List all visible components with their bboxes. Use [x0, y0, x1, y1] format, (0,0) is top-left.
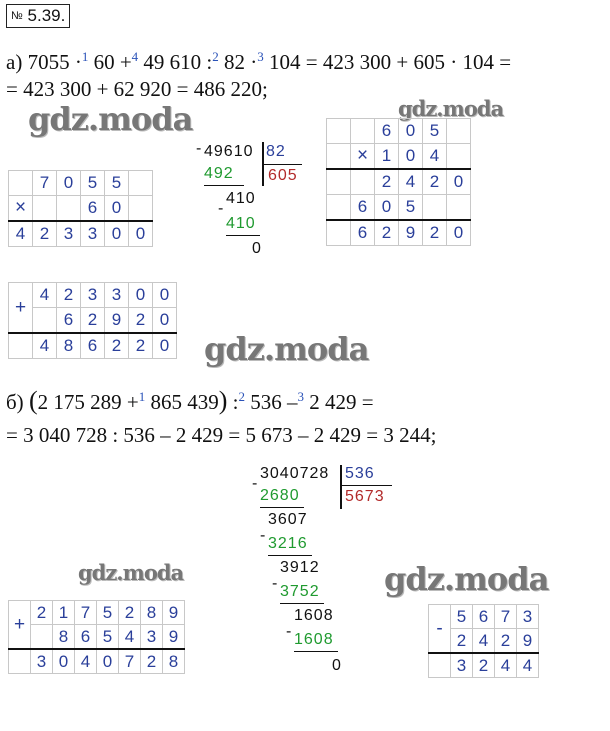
- grid-cell: 6: [81, 333, 105, 359]
- multiply-operator: ·: [74, 50, 82, 74]
- grid-cell: 3: [141, 625, 163, 650]
- grid-cell: 5: [423, 119, 447, 144]
- multiply-sign: ×: [9, 196, 33, 222]
- remainder: 3607: [268, 511, 308, 528]
- grid-cell: 6: [75, 625, 97, 650]
- grid-cell: 0: [105, 221, 129, 247]
- operation-order-2: 2: [212, 49, 219, 64]
- divisor: 82: [266, 143, 286, 160]
- grid-cell: 4: [423, 144, 447, 170]
- grid-cell: [351, 169, 375, 195]
- grid-cell: 7: [33, 171, 57, 196]
- remainder: 1608: [294, 607, 334, 624]
- grid-cell: 2: [119, 601, 141, 625]
- grid-cell: 2: [473, 653, 495, 678]
- watermark: gdz.moda: [78, 560, 184, 585]
- part-a-result-line: = 423 300 + 62 920 = 486 220;: [6, 77, 268, 101]
- grid-cell: 5: [81, 171, 105, 196]
- grid-cell: 6: [351, 220, 375, 246]
- grid-cell: 9: [105, 308, 129, 334]
- multiply-sign: ×: [351, 144, 375, 170]
- grid-cell: 2: [451, 629, 473, 654]
- grid-cell: [9, 171, 33, 196]
- part-b-result-line: = 3 040 728 : 536 – 2 429 = 5 673 – 2 429 = 3 244;: [6, 423, 437, 447]
- grid-cell: 6: [375, 119, 399, 144]
- grid-cell: 0: [97, 649, 119, 674]
- grid-cell: 8: [57, 333, 81, 359]
- grid-cell: 8: [53, 625, 75, 650]
- watermark: gdz.moda: [28, 100, 193, 138]
- grid-cell: 2: [105, 333, 129, 359]
- grid-cell: 9: [517, 629, 539, 654]
- dividend: 3040728: [260, 465, 330, 482]
- grid-cell: 3: [81, 283, 105, 308]
- plus-sign: +: [9, 601, 31, 650]
- grid-cell: 5: [97, 625, 119, 650]
- grid-cell: [9, 649, 31, 674]
- grid-cell: 5: [105, 171, 129, 196]
- operation-order-2: 2: [238, 389, 245, 404]
- quotient: 605: [268, 167, 298, 184]
- grid-cell: [31, 625, 53, 650]
- grid-cell: 4: [33, 333, 57, 359]
- grid-cell: [327, 220, 351, 246]
- grid-cell: 5: [399, 195, 423, 221]
- grid-cell: 2: [57, 283, 81, 308]
- part-b-term: 2 175 289 +: [37, 390, 139, 414]
- grid-cell: 6: [81, 196, 105, 222]
- grid-cell: [447, 144, 471, 170]
- grid-cell: 3: [105, 283, 129, 308]
- grid-cell: 3: [81, 221, 105, 247]
- minus-sign: -: [429, 605, 451, 654]
- part-b-label: б): [6, 390, 29, 414]
- grid-cell: 2: [423, 169, 447, 195]
- grid-cell: [447, 195, 471, 221]
- grid-cell: 0: [153, 333, 177, 359]
- multiplication-grid-605x104: [326, 118, 471, 246]
- operation-order-1: 1: [138, 389, 146, 404]
- divisor: 536: [345, 465, 375, 482]
- grid-cell: 4: [119, 625, 141, 650]
- subtrahend: 1608: [294, 631, 334, 648]
- subtrahend: 2680: [260, 487, 300, 504]
- subtraction-grid-5673-2429: [428, 604, 539, 678]
- grid-cell: 0: [447, 169, 471, 195]
- long-division-49610-by-82: - 49610 82 605 492 - 410 410 0: [196, 140, 316, 260]
- dividend: 49610: [204, 143, 254, 160]
- grid-cell: [429, 653, 451, 678]
- long-division-3040728-by-536: - 3040728 536 5673 2680 - 3607 3216 - 3912 3752 - 1608 1608 0: [252, 463, 412, 683]
- grid-cell: 3: [31, 649, 53, 674]
- grid-cell: [327, 119, 351, 144]
- grid-cell: 3: [451, 653, 473, 678]
- grid-cell: 2: [129, 333, 153, 359]
- grid-cell: 2: [129, 308, 153, 334]
- final-remainder: 0: [332, 657, 342, 674]
- grid-cell: 4: [495, 653, 517, 678]
- remainder: 410: [226, 190, 256, 207]
- number-sign: №: [11, 10, 23, 22]
- watermark: gdz.moda: [384, 560, 549, 598]
- grid-cell: 4: [33, 283, 57, 308]
- grid-cell: 1: [53, 601, 75, 625]
- part-a-term: 82 ·: [218, 50, 258, 74]
- part-b-term: 865 439: [145, 390, 219, 414]
- grid-cell: 0: [53, 649, 75, 674]
- grid-cell: 3: [517, 605, 539, 629]
- grid-cell: 2: [423, 220, 447, 246]
- grid-cell: 9: [163, 625, 185, 650]
- watermark: gdz.moda: [398, 96, 504, 121]
- grid-cell: [423, 195, 447, 221]
- grid-cell: 7: [495, 605, 517, 629]
- grid-cell: 8: [163, 649, 185, 674]
- operation-order-1: 1: [81, 49, 89, 64]
- quotient: 5673: [345, 488, 385, 505]
- subtrahend: 492: [204, 165, 234, 182]
- remainder: 3912: [280, 559, 320, 576]
- grid-cell: [447, 119, 471, 144]
- grid-cell: 2: [81, 308, 105, 334]
- part-a-term: 60 +: [88, 50, 132, 74]
- grid-cell: 0: [129, 221, 153, 247]
- grid-cell: [327, 144, 351, 170]
- grid-cell: 0: [153, 283, 177, 308]
- grid-cell: 2: [375, 220, 399, 246]
- grid-cell: 4: [75, 649, 97, 674]
- grid-cell: 9: [399, 220, 423, 246]
- part-a-term: 104 = 423 300 + 605 · 104 =: [263, 50, 512, 74]
- grid-cell: [129, 171, 153, 196]
- grid-cell: 6: [351, 195, 375, 221]
- watermark: gdz.moda: [204, 330, 369, 368]
- open-paren: (: [28, 386, 38, 415]
- grid-cell: 0: [153, 308, 177, 334]
- multiplication-grid-7055x60: [8, 170, 153, 247]
- grid-cell: [33, 196, 57, 222]
- problem-number-value: 5.39.: [27, 6, 66, 25]
- close-paren: ): [218, 386, 228, 415]
- grid-cell: [129, 196, 153, 222]
- grid-cell: 2: [31, 601, 53, 625]
- subtrahend: 3216: [268, 535, 308, 552]
- grid-cell: 2: [141, 649, 163, 674]
- final-remainder: 0: [252, 240, 262, 257]
- operation-order-3: 3: [257, 49, 264, 64]
- grid-cell: 4: [399, 169, 423, 195]
- operation-order-3: 3: [297, 389, 304, 404]
- grid-cell: 0: [399, 144, 423, 170]
- part-b-term: :: [227, 390, 239, 414]
- part-a-expression: [6, 44, 511, 75]
- grid-cell: 2: [495, 629, 517, 654]
- grid-cell: [57, 196, 81, 222]
- grid-cell: 9: [163, 601, 185, 625]
- grid-cell: [351, 119, 375, 144]
- grid-cell: 6: [473, 605, 495, 629]
- addition-grid-423300-62920: [8, 282, 177, 359]
- grid-cell: 4: [473, 629, 495, 654]
- grid-cell: 4: [517, 653, 539, 678]
- grid-cell: 7: [75, 601, 97, 625]
- grid-cell: 3: [57, 221, 81, 247]
- grid-cell: 0: [57, 171, 81, 196]
- grid-cell: 0: [447, 220, 471, 246]
- grid-cell: [327, 195, 351, 221]
- grid-cell: [33, 308, 57, 334]
- grid-cell: 6: [57, 308, 81, 334]
- grid-cell: 1: [375, 144, 399, 170]
- grid-cell: 2: [33, 221, 57, 247]
- part-b-term: 536 –: [244, 390, 298, 414]
- grid-cell: 5: [451, 605, 473, 629]
- part-b-expression: [6, 384, 374, 415]
- grid-cell: 0: [129, 283, 153, 308]
- part-b-term: 2 429 =: [303, 390, 374, 414]
- grid-cell: 8: [141, 601, 163, 625]
- subtrahend: 410: [226, 215, 256, 232]
- grid-cell: 5: [97, 601, 119, 625]
- part-a-label: а) 7055: [6, 50, 75, 74]
- operation-order-4: 4: [131, 49, 139, 64]
- grid-cell: [327, 169, 351, 195]
- grid-cell: 4: [9, 221, 33, 247]
- grid-cell: 0: [375, 195, 399, 221]
- grid-cell: 0: [105, 196, 129, 222]
- grid-cell: 2: [375, 169, 399, 195]
- addition-grid-2175289-865439: [8, 600, 185, 674]
- plus-sign: +: [9, 283, 33, 334]
- problem-number: [6, 4, 70, 28]
- grid-cell: 7: [119, 649, 141, 674]
- grid-cell: [9, 333, 33, 359]
- subtrahend: 3752: [280, 583, 320, 600]
- part-a-term: 49 610 :: [138, 50, 213, 74]
- grid-cell: 0: [399, 119, 423, 144]
